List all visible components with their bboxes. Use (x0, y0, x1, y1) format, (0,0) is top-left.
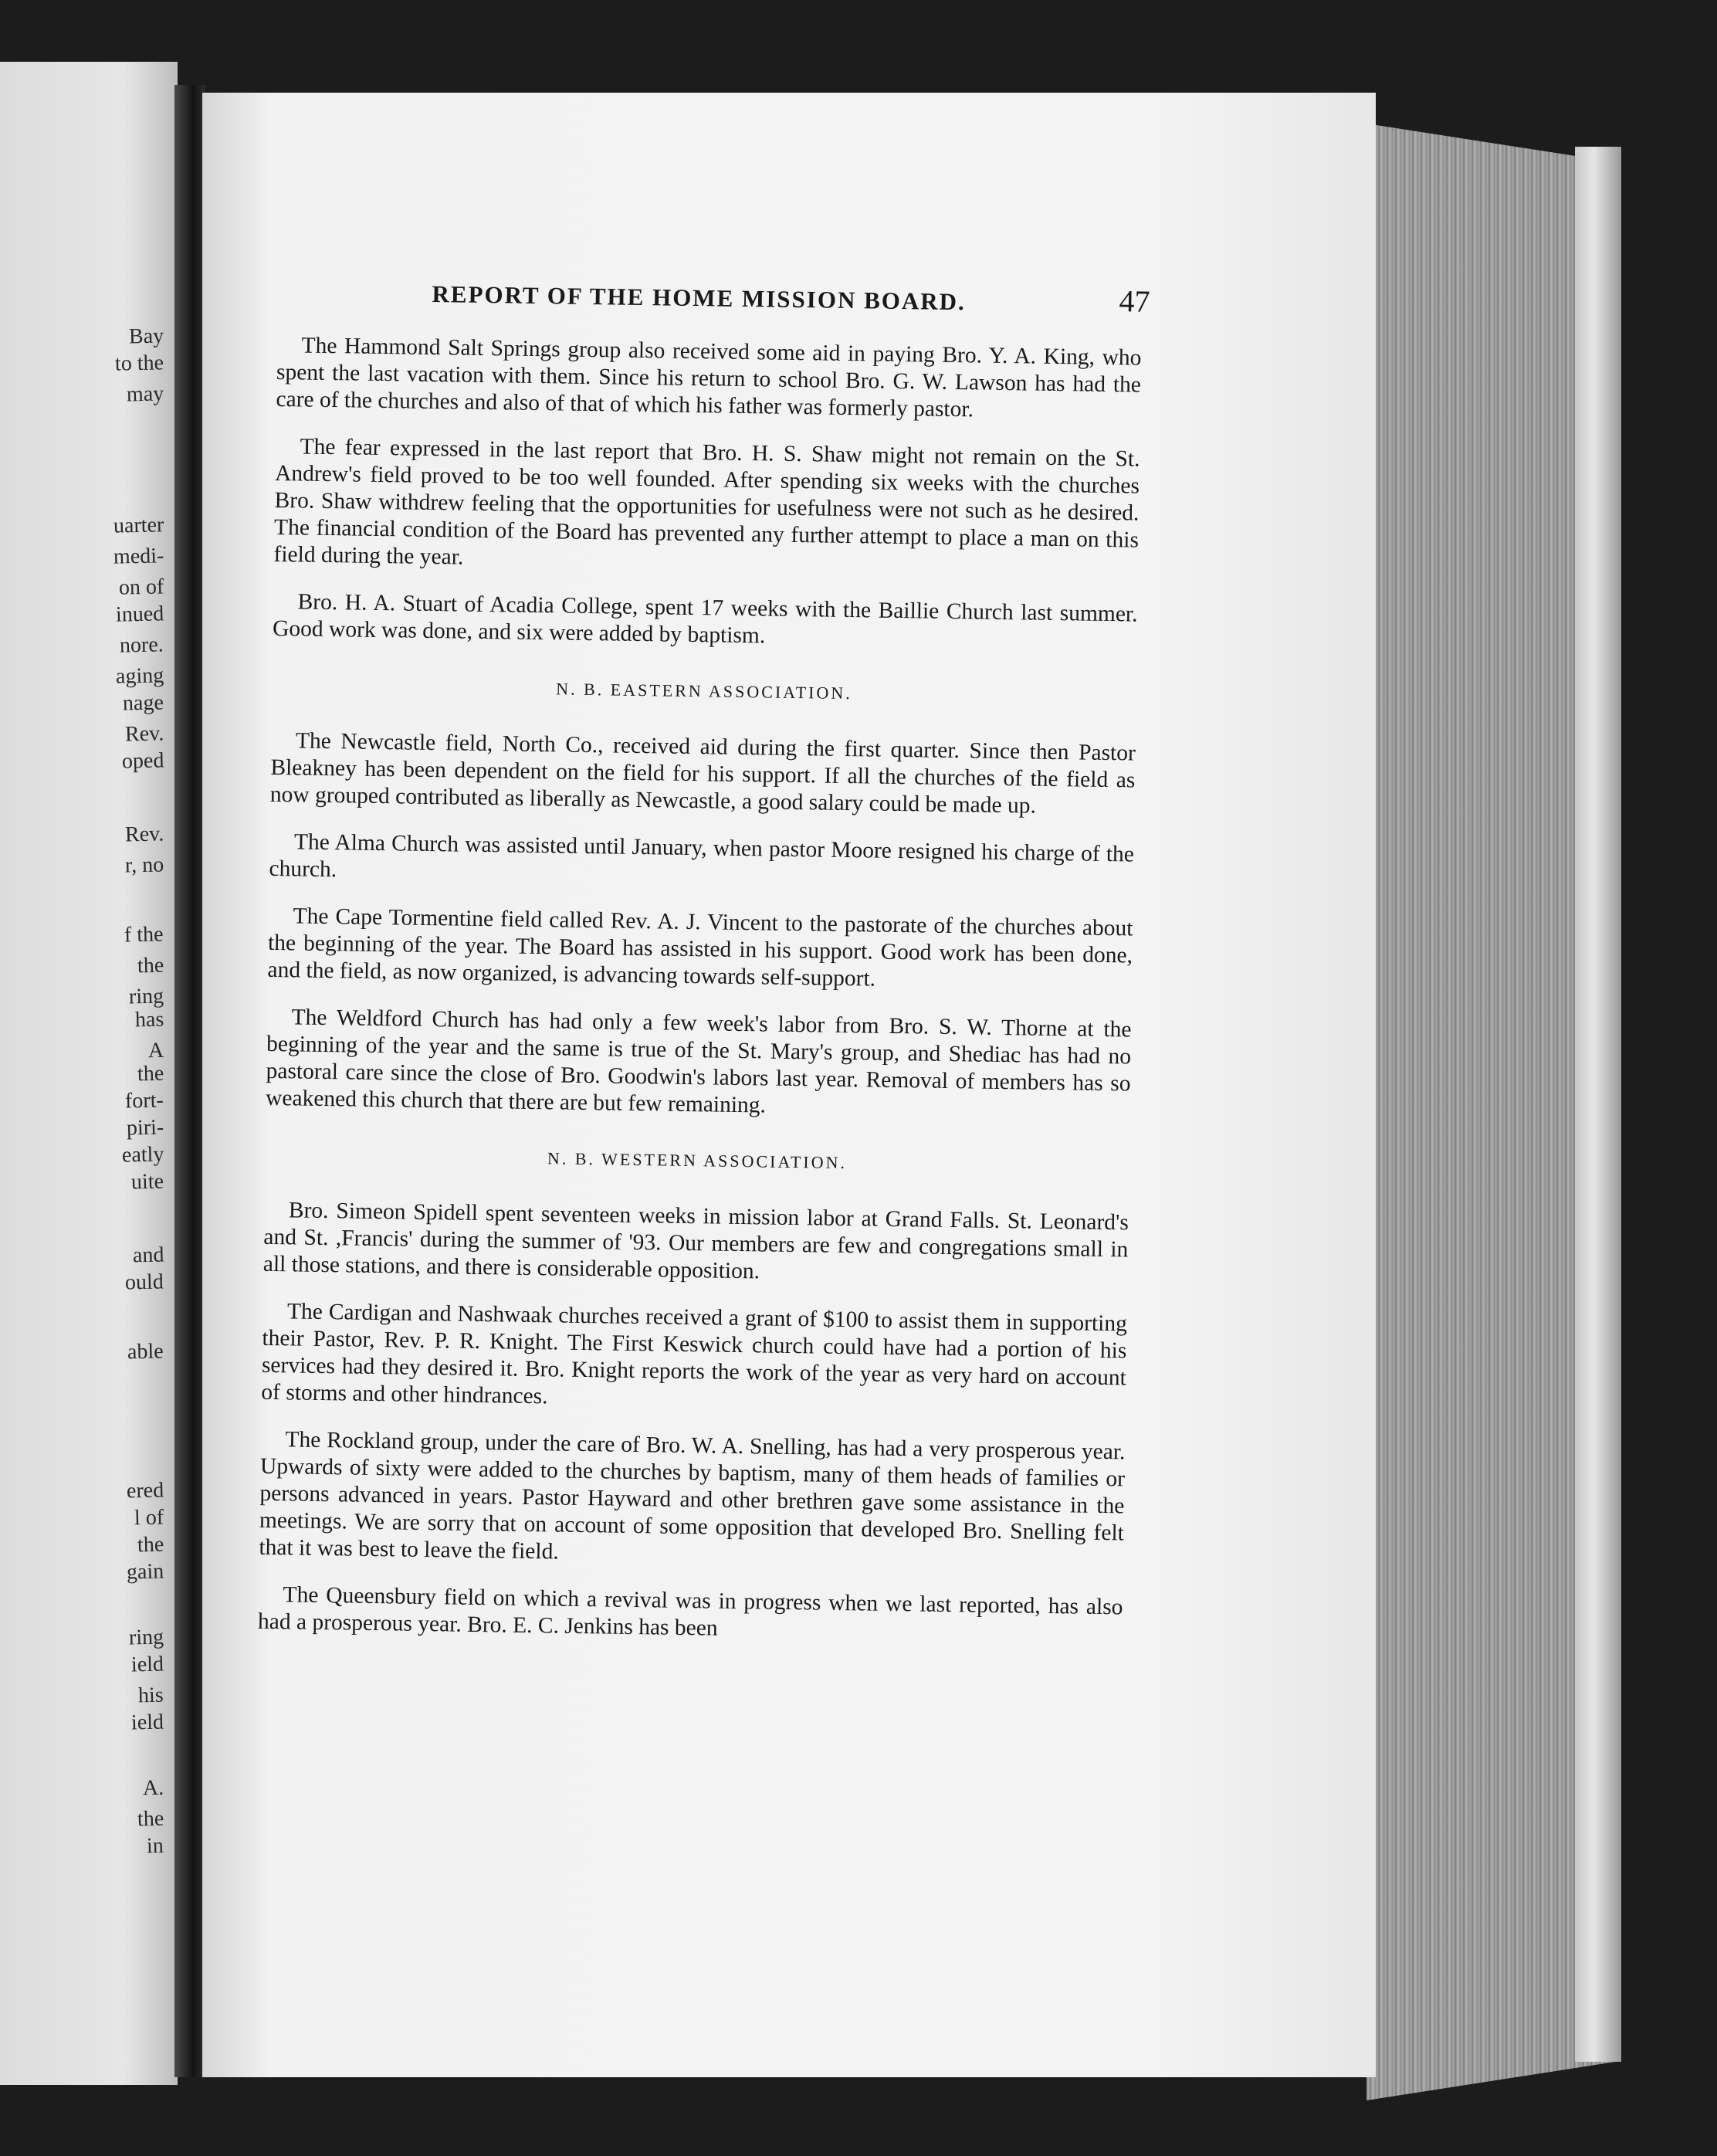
facing-page-line: the (137, 1806, 164, 1832)
facing-page-line: medi- (113, 544, 164, 569)
facing-page-line: A (147, 1038, 164, 1063)
facing-page-line: gain (126, 1559, 164, 1585)
facing-page-line: fort- (124, 1088, 164, 1114)
paragraph: Bro. H. A. Stuart of Acadia College, spent 17 weeks with the Baillie Church last summer. Good work was done, and six were added by baptism. (272, 589, 1138, 649)
paragraph: The Cardigan and Nashwaak churches received a grant of $100 to assist them in supporting their Pastor, Rev. P. R. Knight. The First Keswick church could have had a portion of his services had they desired it. Bro. Knight reports the work of the year as very hard on account of storms and other hindrances. (261, 1299, 1128, 1409)
paragraph: The fear expressed in the last report that Bro. H. S. Shaw might not remain on the St. Andrew's field proved to be too well founded. After spending six weeks with the churches Bro. Shaw withdrew feeling that the opportunities for usefulness were not such as he desired. The financial condition of the Board has prevented any further attempt to place a man on this field during the year. (273, 434, 1140, 570)
facing-page-line: piri- (126, 1115, 164, 1141)
facing-page-line: Bay (128, 324, 164, 349)
facing-page-line: oped (121, 748, 164, 774)
book-gutter (174, 85, 205, 2077)
facing-page-line: ould (124, 1270, 164, 1295)
paragraph: The Cape Tormentine field called Rev. A. J. Vincent to the pastorate of the churches about the beginning of the year. The Board has assisted in his support. Good work has been done, and the field, as now organized, is advancing towards self-support. (267, 903, 1133, 992)
facing-page-line: and (132, 1242, 164, 1268)
facing-page-line: A. (142, 1775, 164, 1801)
facing-page-line: inued (115, 602, 164, 627)
facing-page-line: the (137, 1532, 164, 1558)
paragraph: Bro. Simeon Spidell spent seventeen weeks in mission labor at Grand Falls. St. Leonard's and St. ,Francis' during the summer of '93. Our members are few and congregations small in all those stations, and there is considerable opposition. (262, 1198, 1129, 1284)
facing-page (0, 62, 178, 2085)
paragraph: The Rockland group, under the care of Bro. W. A. Snelling, has had a very prosperous year. Upwards of sixty were added to the churches by baptism, many of them heads of families or persons advanced in years. Pastor Hayward and other brethren gave some assistance in the meetings. We are sorry that on account of some opposition that developed Bro. Snelling felt that it was best to leave the field. (259, 1427, 1126, 1564)
facing-page-line: uite (130, 1169, 164, 1195)
facing-page-line: on of (118, 575, 164, 600)
facing-page-line: in (146, 1833, 164, 1859)
facing-page-line: Rev. (124, 721, 164, 747)
facing-page-line: to the (114, 351, 164, 376)
facing-page-line: may (126, 381, 164, 407)
section-heading-eastern: N. B. EASTERN ASSOCIATION. (556, 679, 852, 703)
book-fore-edge-highlight (1575, 147, 1621, 2062)
facing-page-line: f the (124, 922, 164, 947)
paragraph: The Weldford Church has had only a few week's labor from Bro. S. W. Thorne at the beginning of the year and the same is true of the St. Mary's group, and Shediac has had no pastoral care since the close of Bro. Goodwin's labors last year. Removal of members has so weakened this church that there are but few remaining. (265, 1005, 1132, 1118)
facing-page-line: his (137, 1683, 164, 1708)
facing-page-line: the (137, 1061, 164, 1086)
facing-page-line: ield (130, 1652, 164, 1677)
page-number: 47 (1119, 283, 1150, 319)
facing-page-line: l of (134, 1505, 164, 1531)
facing-page-line: able (127, 1339, 164, 1364)
facing-page-line: ered (126, 1478, 164, 1503)
paragraph: The Queensbury field on which a revival was in progress when we last reported, has also had a prosperous year. Bro. E. C. Jenkins has been (257, 1582, 1123, 1641)
facing-page-line: aging (115, 663, 164, 689)
facing-page-line: has (134, 1007, 164, 1032)
facing-page-line: eatly (121, 1142, 164, 1168)
facing-page-line: the (137, 953, 164, 978)
page-content (257, 270, 1150, 1668)
facing-page-line: ring (128, 1625, 164, 1650)
facing-page-line: Rev. (124, 822, 164, 847)
paragraph: The Hammond Salt Springs group also received some aid in paying Bro. Y. A. King, who spent the last vacation with them. Since his return to school Bro. G. W. Lawson has had the care of the churches and also of that of which his father was formerly pastor. (276, 333, 1142, 422)
paragraph: The Newcastle field, North Co., received aid during the first quarter. Since then Pastor Bleakney has been dependent on the field for his support. If all the churches of the field as now grouped contributed as liberally as Newcastle, a good salary could be made up. (269, 728, 1136, 819)
facing-page-line: uarter (113, 513, 164, 538)
running-title: REPORT OF THE HOME MISSION BOARD. (432, 280, 967, 316)
facing-page-line: ield (130, 1710, 164, 1735)
facing-page-line: nage (122, 690, 164, 716)
facing-page-line: r, no (124, 853, 164, 878)
facing-page-line: nore. (119, 632, 164, 658)
section-heading-western: N. B. WESTERN ASSOCIATION. (547, 1148, 848, 1173)
facing-page-line: ring (128, 984, 164, 1009)
paragraph: The Alma Church was assisted until January, when pastor Moore resigned his charge of the church. (269, 829, 1135, 883)
